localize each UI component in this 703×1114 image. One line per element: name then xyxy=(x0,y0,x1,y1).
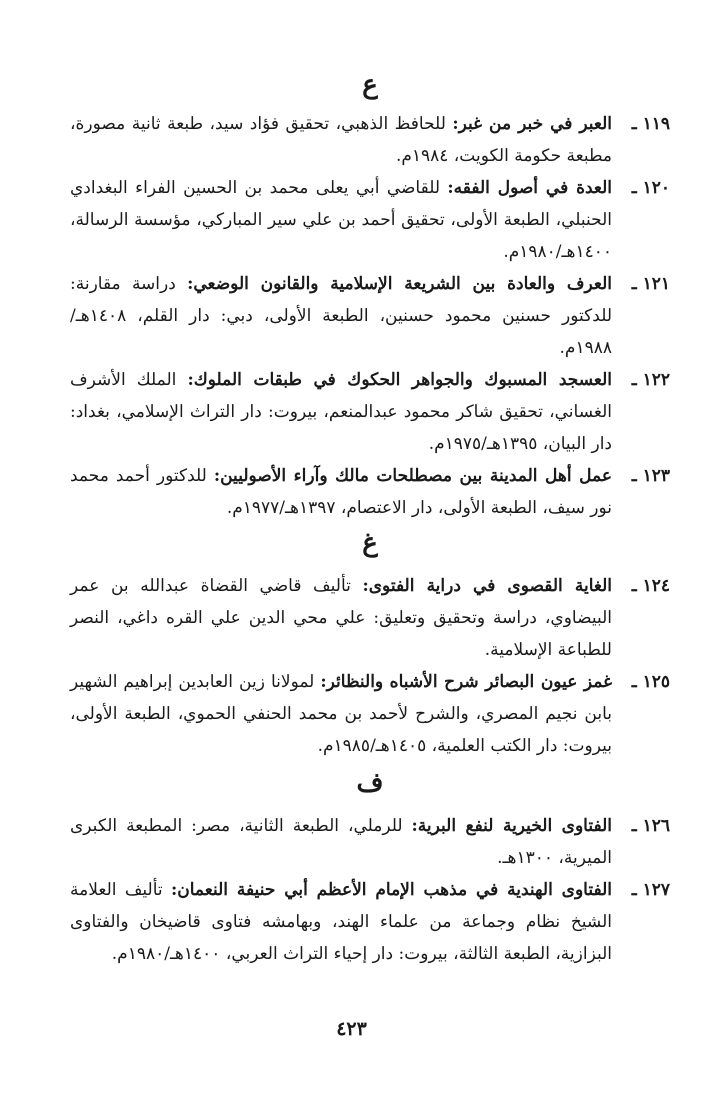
entry-text: تأليف قاضي القضاة عبدالله بن عمر البيضاوي، دراسة وتحقيق وتعليق: علي محي الدين علي القره داغي، النصر للطباعة الإسلامية. xyxy=(70,576,612,660)
entry-number: ١١٩ ـ xyxy=(631,114,670,134)
entry-number: ١٢٦ ـ xyxy=(631,816,670,836)
entry-text: الملك الأشرف الغساني، تحقيق شاكر محمود عبدالمنعم، بيروت: دار التراث الإسلامي، بغداد: دار البيان، ١٣٩٥هـ/١٩٧٥م. xyxy=(70,370,612,454)
entry-title: العدة في أصول الفقه: xyxy=(447,178,612,198)
bibliography-entry-119 xyxy=(70,108,670,172)
bibliography-entry-125 xyxy=(70,666,670,762)
entry-number: ١٢٤ ـ xyxy=(631,576,670,596)
entry-text: تأليف العلامة الشيخ نظام وجماعة من علماء الهند، وبهامشه فتاوى قاضيخان والفتاوى البزازية، الطبعة الثالثة، بيروت: دار إحياء التراث العربي، ١٤٠٠هـ/١٩٨٠م. xyxy=(70,880,612,964)
entry-number: ١٢٥ ـ xyxy=(631,672,670,692)
bibliography-entry-122 xyxy=(70,364,670,460)
entry-title: الفتاوى الهندية في مذهب الإمام الأعظم أبي حنيفة النعمان: xyxy=(170,880,612,900)
bibliography-entry-127 xyxy=(70,874,670,970)
entry-number: ١٢٣ ـ xyxy=(631,466,670,486)
entry-text: للرملي، الطبعة الثانية، مصر: المطبعة الكبرى الميرية، ١٣٠٠هـ. xyxy=(70,816,612,868)
entry-title: عمل أهل المدينة بين مصطلحات مالك وآراء الأصوليين: xyxy=(213,466,612,486)
entry-number: ١٢٢ ـ xyxy=(631,370,670,390)
entry-title: غمز عيون البصائر شرح الأشباه والنظائر: xyxy=(320,672,612,692)
entry-text: دراسة مقارنة: للدكتور حسنين محمود حسنين، الطبعة الأولى، دبي: دار القلم، ١٤٠٨هـ/١٩٨٨م. xyxy=(70,274,612,358)
section-letter-ghain: غ xyxy=(362,528,378,558)
entry-title: الغاية القصوى في دراية الفتوى: xyxy=(362,576,612,596)
bibliography-page xyxy=(70,70,670,970)
bibliography-entry-126 xyxy=(70,810,670,874)
entry-text: للحافظ الذهبي، تحقيق فؤاد سيد، طبعة ثانية مصورة، مطبعة حكومة الكويت، ١٩٨٤م. xyxy=(70,114,612,166)
entry-title: العسجد المسبوك والجواهر الحكوك في طبقات الملوك: xyxy=(187,370,612,390)
entry-title: العبر في خبر من غبر: xyxy=(452,114,612,134)
entry-number: ١٢٧ ـ xyxy=(631,880,670,900)
bibliography-entry-123 xyxy=(70,460,670,524)
entry-title: العرف والعادة بين الشريعة الإسلامية والقانون الوضعي: xyxy=(187,274,612,294)
page-number: ٤٢٣ xyxy=(336,1018,367,1040)
entry-text: للقاضي أبي يعلى محمد بن الحسين الفراء البغدادي الحنبلي، الطبعة الأولى، تحقيق أحمد بن علي سير المباركي، مؤسسة الرسالة، ١٤٠٠هـ/١٩٨٠م. xyxy=(70,178,612,262)
bibliography-entry-121 xyxy=(70,268,670,364)
entry-number: ١٢١ ـ xyxy=(631,274,670,294)
entry-text: للدكتور أحمد محمد نور سيف، الطبعة الأولى، دار الاعتصام، ١٣٩٧هـ/١٩٧٧م. xyxy=(70,466,612,518)
section-letter-ain: ع xyxy=(362,70,378,100)
bibliography-entry-120 xyxy=(70,172,670,268)
entry-text: لمولانا زين العابدين إبراهيم الشهير بابن نجيم المصري، والشرح لأحمد بن محمد الحنفي الحموي، الطبعة الأولى، بيروت: دار الكتب العلمية، ١٤٠٥هـ/١٩٨٥م. xyxy=(70,672,612,756)
entry-title: الفتاوى الخيرية لنفع البرية: xyxy=(411,816,612,836)
bibliography-entry-124 xyxy=(70,570,670,666)
section-letter-fa: ف xyxy=(356,768,384,798)
entry-number: ١٢٠ ـ xyxy=(631,178,670,198)
